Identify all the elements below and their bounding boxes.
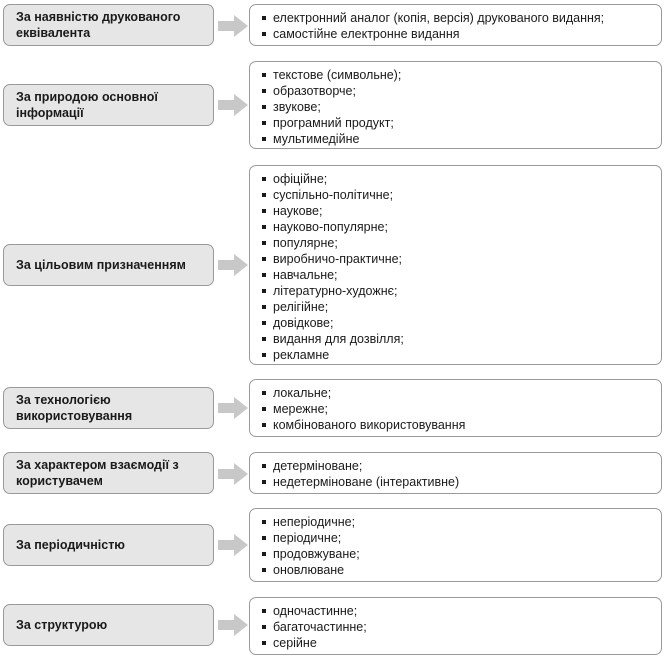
items-box (249, 61, 662, 149)
category-box (3, 244, 214, 286)
category-label: За наявністю друкованого еквівалента (16, 10, 181, 40)
list-item: детерміноване; (262, 458, 651, 474)
bullet-icon (262, 423, 266, 427)
bullet-icon (262, 105, 266, 109)
bullet-icon (262, 625, 266, 629)
items-box (249, 508, 662, 582)
list-item: науково-популярне; (262, 219, 651, 235)
list-item: навчальне; (262, 267, 651, 283)
category-box (3, 452, 214, 494)
category-label: За структурою (16, 618, 108, 632)
list-item: наукове; (262, 203, 651, 219)
list-item: офіційне; (262, 171, 651, 187)
category-label: За технологією використовування (16, 393, 133, 423)
bullet-icon (262, 321, 266, 325)
list-item: релігійне; (262, 299, 651, 315)
list-item: мережне; (262, 401, 651, 417)
right-arrow-icon (218, 15, 248, 37)
bullet-icon (262, 193, 266, 197)
list-item: комбінованого використовування (262, 417, 651, 433)
bullet-icon (262, 121, 266, 125)
bullet-icon (262, 137, 266, 141)
category-label: За періодичністю (16, 538, 125, 552)
items-box (249, 452, 662, 494)
list-item: довідкове; (262, 315, 651, 331)
bullet-icon (262, 305, 266, 309)
list-item: суспільно-політичне; (262, 187, 651, 203)
list-item: програмний продукт; (262, 115, 651, 131)
list-item: виробничо-практичне; (262, 251, 651, 267)
bullet-icon (262, 480, 266, 484)
list-item: серійне (262, 635, 651, 651)
bullet-icon (262, 353, 266, 357)
list-item: літературно-художнє; (262, 283, 651, 299)
items-box (249, 165, 662, 365)
list-item: оновлюване (262, 562, 651, 578)
list-item: продовжуване; (262, 546, 651, 562)
right-arrow-icon (218, 254, 248, 276)
list-item: електронний аналог (копія, версія) друкованого видання; (262, 10, 651, 26)
bullet-icon (262, 407, 266, 411)
bullet-icon (262, 520, 266, 524)
bullet-icon (262, 241, 266, 245)
right-arrow-icon (218, 397, 248, 419)
items-box (249, 379, 662, 437)
list-item: звукове; (262, 99, 651, 115)
list-item: текстове (символьне); (262, 67, 651, 83)
category-box (3, 387, 214, 429)
list-item: недетерміноване (інтерактивне) (262, 474, 651, 490)
bullet-icon (262, 89, 266, 93)
bullet-icon (262, 641, 266, 645)
bullet-icon (262, 464, 266, 468)
bullet-icon (262, 609, 266, 613)
category-label: За характером взаємодії з користувачем (16, 458, 179, 488)
list-item: рекламне (262, 347, 651, 363)
right-arrow-icon (218, 614, 248, 636)
bullet-icon (262, 257, 266, 261)
bullet-icon (262, 209, 266, 213)
right-arrow-icon (218, 463, 248, 485)
bullet-icon (262, 337, 266, 341)
list-item: періодичне; (262, 530, 651, 546)
list-item: мультимедійне (262, 131, 651, 147)
right-arrow-icon (218, 534, 248, 556)
list-item: багаточастинне; (262, 619, 651, 635)
list-item: видання для дозвілля; (262, 331, 651, 347)
category-box (3, 524, 214, 566)
items-box (249, 597, 662, 655)
category-box (3, 604, 214, 646)
list-item: популярне; (262, 235, 651, 251)
list-item: локальне; (262, 385, 651, 401)
category-label: За цільовим призначенням (16, 258, 186, 272)
bullet-icon (262, 32, 266, 36)
bullet-icon (262, 273, 266, 277)
bullet-icon (262, 289, 266, 293)
list-item: образотворче; (262, 83, 651, 99)
bullet-icon (262, 16, 266, 20)
list-item: неперіодичне; (262, 514, 651, 530)
bullet-icon (262, 536, 266, 540)
bullet-icon (262, 391, 266, 395)
list-item: одночастинне; (262, 603, 651, 619)
bullet-icon (262, 73, 266, 77)
category-box (3, 4, 214, 46)
bullet-icon (262, 568, 266, 572)
right-arrow-icon (218, 94, 248, 116)
category-box (3, 84, 214, 126)
items-box (249, 4, 662, 46)
bullet-icon (262, 177, 266, 181)
bullet-icon (262, 552, 266, 556)
category-label: За природою основної інформації (16, 90, 158, 120)
list-item: самостійне електронне видання (262, 26, 651, 42)
bullet-icon (262, 225, 266, 229)
